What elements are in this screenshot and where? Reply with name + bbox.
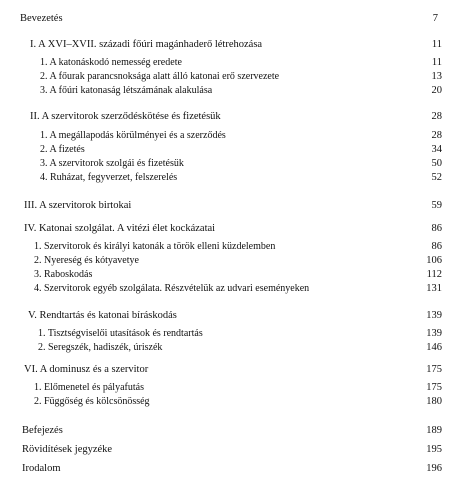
toc-entry-page: 11 [431,39,442,50]
toc-entry-page: 7 [432,13,438,24]
toc-entry-page: 139 [426,310,442,321]
toc-entry-chapter-6 [0,363,462,377]
toc-entry-label: I. A XVI–XVII. századi főúri magánhaderő létrehozása [30,39,263,50]
toc-entry-chapter-3 [0,199,462,213]
toc-entry-section-5-1 [0,327,462,341]
toc-entry-label: V. Rendtartás és katonai bíráskodás [28,310,177,321]
toc-entry-label: 1. A katonáskodó nemesség eredete [40,57,182,68]
toc-entry-page: 112 [426,269,442,280]
toc-entry-section-2-1 [0,129,462,143]
toc-entry-label: Befejezés [22,425,63,436]
toc-entry-label: III. A szervitorok birtokai [24,200,132,211]
toc-entry-page: 11 [431,57,442,68]
toc-entry-section-4-1 [0,240,462,254]
toc-entry-label: Bevezetés [20,13,63,24]
toc-entry-label: 1. Tisztségviselői utasítások és rendtartás [38,328,203,339]
toc-entry-page: 34 [431,144,442,155]
toc-entry-label: II. A szervitorok szerződéskötése és fizetésük [30,111,221,122]
toc-entry-label: 4. Szervitorok egyéb szolgálata. Részvételük az udvari eseményeken [34,283,310,294]
toc-entry-label: VI. A dominusz és a szervitor [24,364,149,375]
toc-entry-label: 3. Raboskodás [34,269,93,280]
toc-entry-label: 3. A szervitorok szolgái és fizetésük [40,158,184,169]
toc-entry-label: 4. Ruházat, fegyverzet, felszerelés [40,172,178,183]
toc-entry-label: 1. Szervitorok és királyi katonák a török elleni küzdelemben [34,241,276,252]
toc-entry-page: 189 [426,425,442,436]
toc-entry-section-4-2 [0,254,462,268]
toc-entry-label: Irodalom [22,463,61,474]
toc-entry-label: 2. A főurak parancsnoksága alatt álló katonai erő szervezete [40,71,280,82]
toc-entry-label: 3. A főúri katonaság létszámának alakulása [40,85,213,96]
toc-entry-page: 28 [431,111,442,122]
toc-entry-page: 139 [426,328,442,339]
toc-entry-label: 2. Függőség és kölcsönösség [34,396,150,407]
toc-entry-section-1-1 [0,56,462,70]
toc-entry-section-2-4 [0,171,462,185]
toc-entry-page: 131 [426,283,442,294]
toc-entry-section-1-2 [0,70,462,84]
toc-entry-label: 1. Előmenetel és pályafutás [34,382,144,393]
toc-entry-page: 175 [426,364,442,375]
toc-entry-page: 180 [426,396,442,407]
toc-entry-page: 195 [426,444,442,455]
toc-entry-chapter-5 [0,309,462,323]
toc-entry-page: 86 [431,223,442,234]
toc-entry-section-1-3 [0,84,462,98]
toc-entry-page: 28 [431,130,442,141]
toc-entry-page: 146 [426,342,442,353]
toc-entry-introduction [0,12,462,26]
toc-entry-page: 196 [426,463,442,474]
toc-entry-chapter-1 [0,38,462,52]
toc-entry-chapter-4 [0,222,462,236]
toc-entry-abbreviations [0,443,462,457]
toc-entry-section-2-3 [0,157,462,171]
toc-entry-chapter-2 [0,110,462,124]
toc-entry-section-5-2 [0,341,462,355]
toc-entry-section-4-3 [0,268,462,282]
toc-entry-page: 175 [426,382,442,393]
toc-entry-section-6-1 [0,381,462,395]
toc-entry-page: 106 [426,255,442,266]
toc-entry-label: 1. A megállapodás körülményei és a szerződés [40,130,226,141]
toc-entry-label: 2. Nyereség és kótyavetye [34,255,139,266]
toc-entry-section-2-2 [0,143,462,157]
toc-entry-section-4-4 [0,282,462,296]
toc-entry-label: IV. Katonai szolgálat. A vitézi élet kockázatai [24,223,216,234]
toc-entry-section-6-2 [0,395,462,409]
toc-entry-label: 2. A fizetés [40,144,85,155]
toc-entry-page: 50 [431,158,442,169]
toc-entry-page: 13 [431,71,442,82]
toc-entry-label: 2. Seregszék, hadiszék, úriszék [38,342,163,353]
toc-entry-bibliography [0,462,462,476]
toc-entry-page: 59 [431,200,442,211]
toc-entry-label: Rövidítések jegyzéke [22,444,113,455]
toc-entry-page: 20 [431,85,442,96]
toc-entry-page: 52 [431,172,442,183]
toc-entry-page: 86 [431,241,442,252]
toc-entry-conclusion [0,424,462,438]
